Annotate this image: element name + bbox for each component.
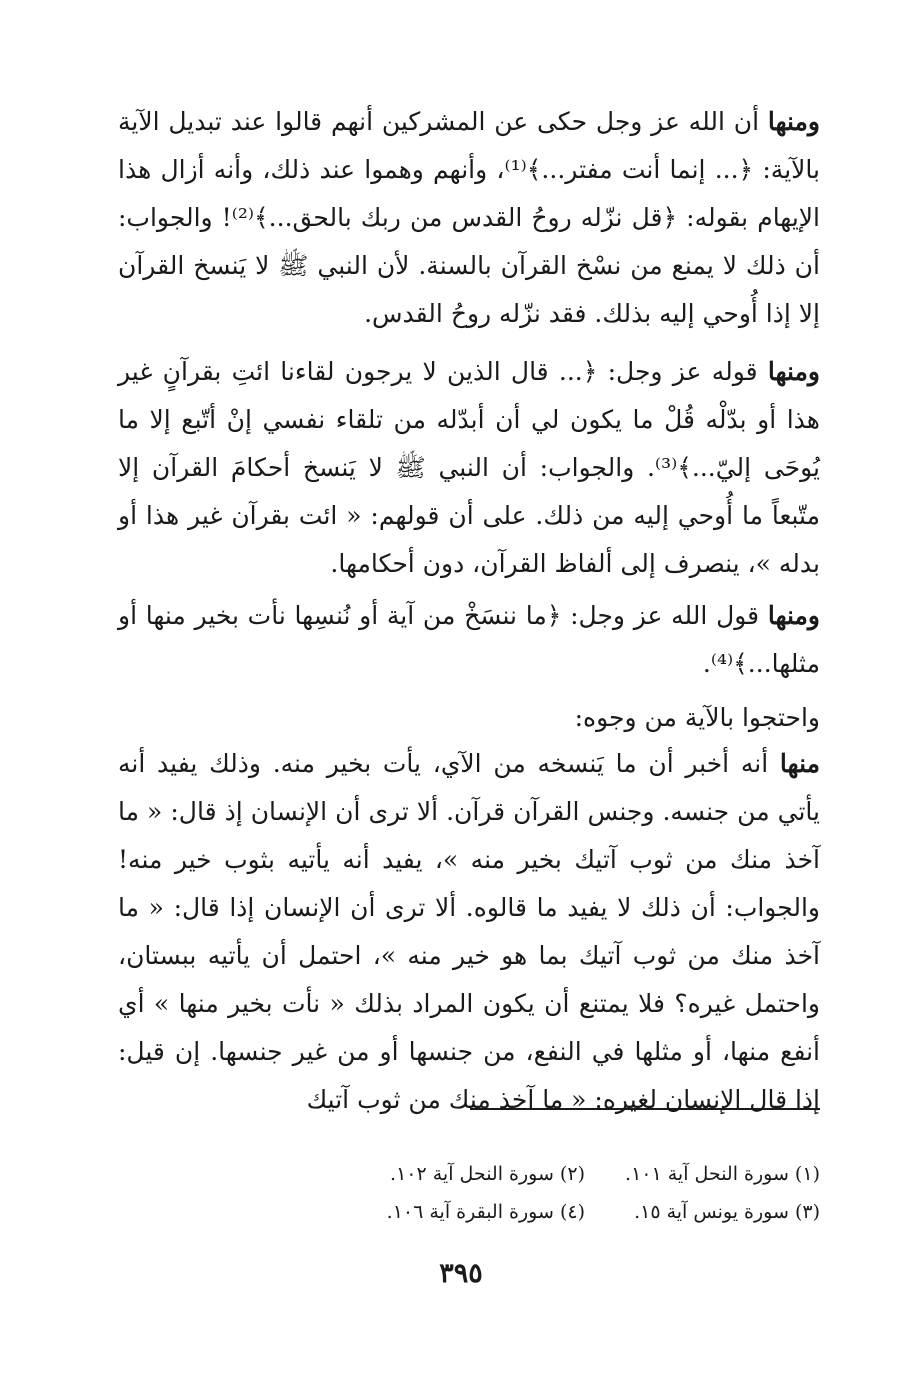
paragraph-text: أنه أخبر أن ما يَنسخه من الآي، يأت بخير منه. وذلك يفيد أنه يأتي من جنسه. وجنس القرآن قرآن. ألا ترى أن الإنسان إذ قال: « ما آخذ منك من ثوب آتيك بخير منه »، يفيد أنه يأتيه بثوب خير منه! والجواب: أن ذلك لا يفيد ما قالوه. ألا ترى أن الإنسان إذا قال: « ما آخذ منك من ثوب آتيك بما هو خير منه »، احتمل أن يأتيه ببستان، واحتمل غيره؟ فلا يمتنع أن يكون المراد بذلك « نأت بخير منها » أي أنفع منها، أو مثلها في النفع، من جنسها أو من غير جنسها. إن قيل: إذا قال الإنسان لغيره: « ما آخذ منك من ثوب آتيك: [118, 749, 820, 1114]
paragraph-1: [118, 98, 820, 338]
footnote-2: (٢) سورة النحل آية ١٠٢.: [390, 1163, 585, 1185]
footnotes: [350, 1160, 820, 1226]
page-number: ٣٩٥: [439, 1258, 483, 1289]
paragraph-lead: ومنها: [767, 357, 820, 386]
footnote-4: (٤) سورة البقرة آية ١٠٦.: [386, 1201, 585, 1223]
footnote-1: (١) سورة النحل آية ١٠١.: [625, 1163, 820, 1185]
paragraph-lead: ومنها: [767, 107, 820, 136]
paragraph-3: [118, 592, 820, 688]
paragraph-4: [118, 694, 820, 742]
paragraph-text: أن الله عز وجل حكى عن المشركين أنهم قالوا عند تبديل الآية بالآية: ﴿... إنما أنت مفتر...﴾⁽¹⁾، وأنهم وهموا عند ذلك، وأنه أزال هذا الإيهام بقوله: ﴿قل نزّله روحُ القدس من ربك بالحق...﴾⁽²⁾! والجواب: أن ذلك لا يمنع من نسْخ القرآن بالسنة. لأن النبي ﷺ لا يَنسخ القرآن إلا إذا أُوحي إليه بذلك. فقد نزّله روحُ القدس.: [118, 107, 821, 328]
paragraph-text: قول الله عز وجل: ﴿ما ننسَخْ من آية أو نُنسِها نأت بخير منها أو مثلها...﴾⁽⁴⁾.: [118, 601, 820, 678]
footnote-3: (٣) سورة يونس آية ١٥.: [634, 1201, 820, 1223]
paragraph-5: [118, 740, 820, 1124]
footnote-divider: [470, 1108, 820, 1110]
paragraph-text: قوله عز وجل: ﴿... قال الذين لا يرجون لقاءنا ائتِ بقرآنٍ غير هذا أو بدّلْه قُلْ ما يكون لي أن أبدّله من تلقاء نفسي إنْ أتّبع إلا ما يُوحَى إليّ...﴾⁽³⁾. والجواب: أن النبي ﷺ لا يَنسخ أحكامَ القرآن إلا متّبعاً ما أُوحي إليه من ذلك. على أن قولهم: « ائت بقرآن غير هذا أو بدله »، ينصرف إلى ألفاظ القرآن، دون أحكامها.: [118, 357, 820, 578]
paragraph-lead: ومنها: [767, 601, 820, 630]
paragraph-lead: منها: [779, 749, 820, 778]
paragraph-text: واحتجوا بالآية من وجوه:: [574, 703, 820, 732]
paragraph-2: [118, 348, 820, 588]
